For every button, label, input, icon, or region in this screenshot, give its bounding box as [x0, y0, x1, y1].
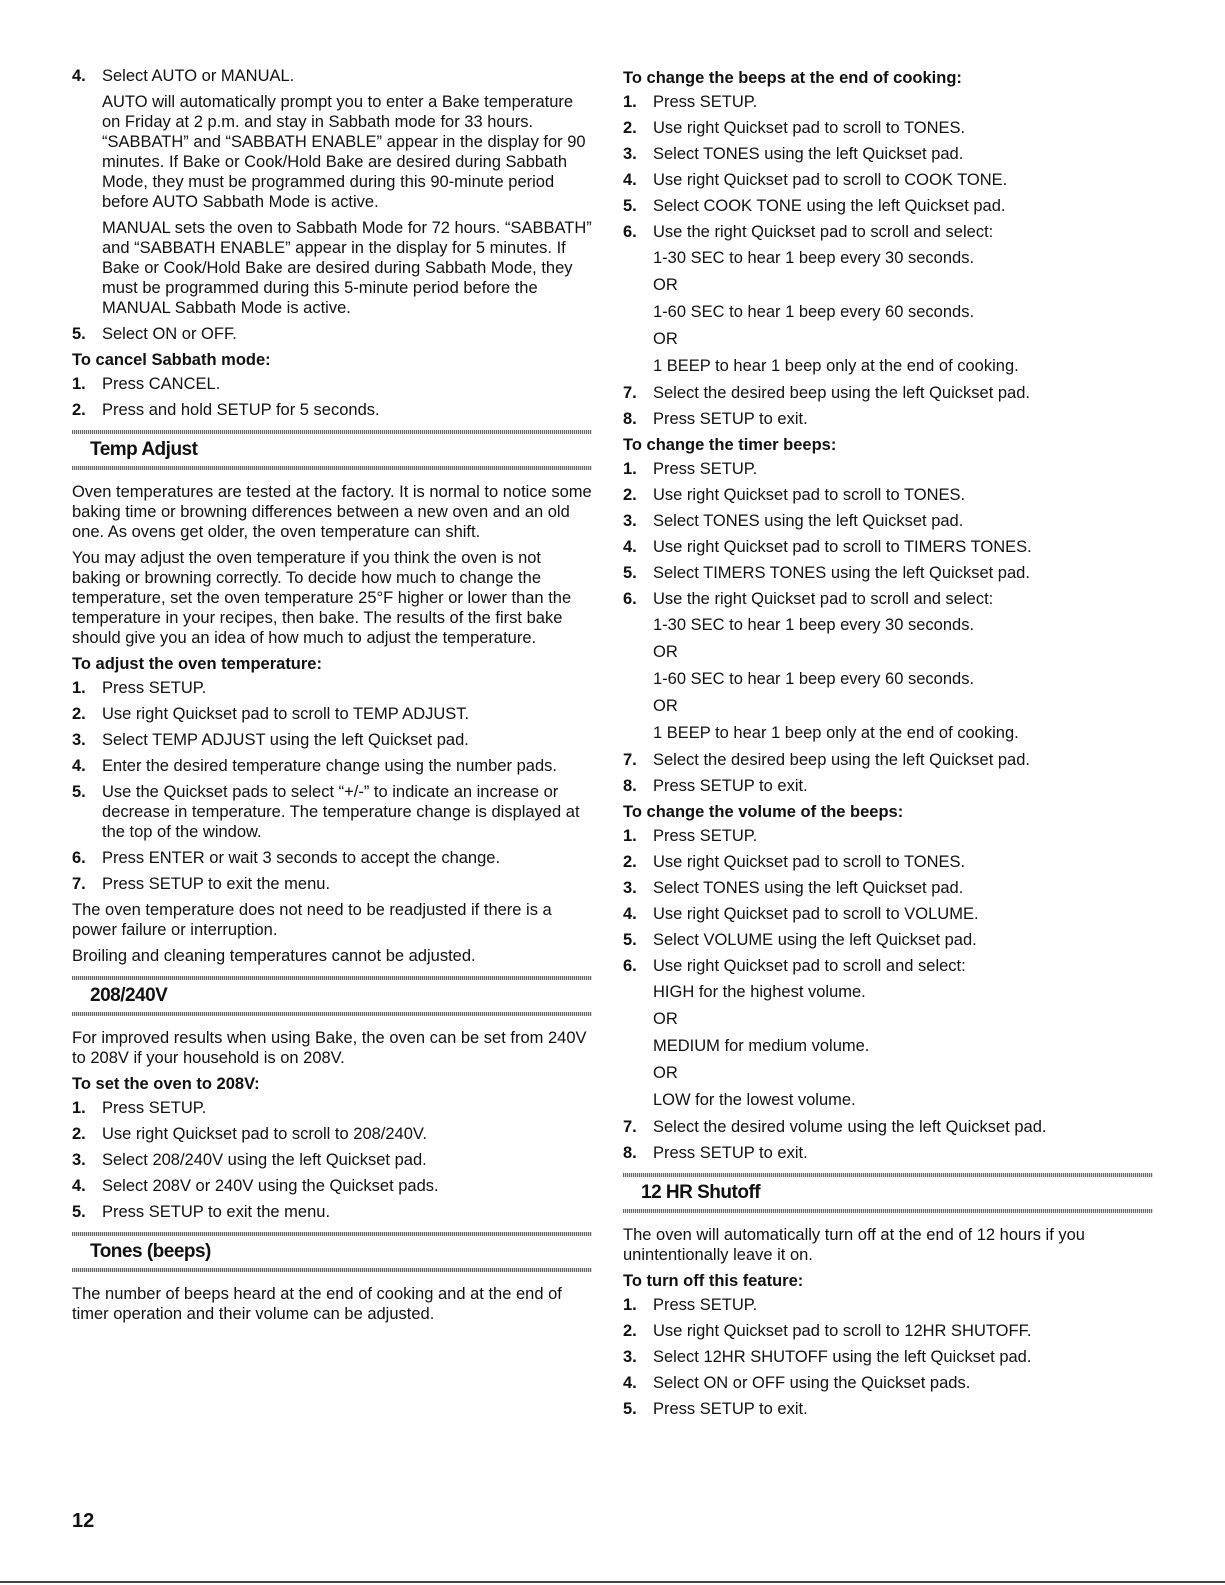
- step-number: 4.: [72, 757, 86, 775]
- step-item: [72, 874, 592, 894]
- step-item: [72, 1202, 592, 1222]
- step-text: Press SETUP to exit.: [653, 1400, 808, 1418]
- step-text: Use right Quickset pad to scroll to 208/240V.: [102, 1125, 427, 1143]
- step-item: [623, 1399, 1153, 1419]
- step-text: Press SETUP.: [102, 1099, 207, 1117]
- temp-adjust-paragraph-1: Oven temperatures are tested at the factory. It is normal to notice some baking time or browning differences between a new oven and an old one. As ovens get older, the oven temperature can shift.: [72, 483, 592, 541]
- section-title: 12 HR Shutoff: [641, 1182, 761, 1203]
- step-text: Press SETUP.: [102, 679, 207, 697]
- step-item: [623, 196, 1153, 216]
- option-line: OR: [653, 643, 678, 661]
- step-number: 2.: [623, 119, 637, 137]
- step-number: 4.: [623, 171, 637, 189]
- step-number: 8.: [623, 777, 637, 795]
- step-number: 4.: [72, 1177, 86, 1195]
- step-number: 2.: [623, 853, 637, 871]
- step-item: [623, 589, 1153, 609]
- v208-paragraph: For improved results when using Bake, the oven can be set from 240V to 208V if your household is on 208V.: [72, 1029, 587, 1067]
- step-text: Use the right Quickset pad to scroll and select:: [653, 223, 994, 241]
- step-number: 1.: [623, 827, 637, 845]
- section-title: Tones (beeps): [90, 1241, 211, 1262]
- step-text: Press ENTER or wait 3 seconds to accept the change.: [102, 849, 501, 867]
- step-number: 3.: [623, 879, 637, 897]
- step-item: [623, 459, 1153, 479]
- step-item: [623, 878, 1153, 898]
- cook-beeps-heading: To change the beeps at the end of cooking:: [623, 69, 962, 87]
- step-number: 3.: [623, 1348, 637, 1366]
- step-item: [623, 750, 1153, 770]
- volume-options: [623, 982, 1153, 1110]
- step-number: 5.: [623, 564, 637, 582]
- step-number: 3.: [623, 512, 637, 530]
- option-line: 1 BEEP to hear 1 beep only at the end of cooking.: [653, 724, 1019, 742]
- timer-beeps-heading: To change the timer beeps:: [623, 436, 837, 454]
- step-text: Use right Quickset pad to scroll to VOLUME.: [653, 905, 979, 923]
- step-text: Use right Quickset pad to scroll to TEMP ADJUST.: [102, 705, 470, 723]
- step-text: Use right Quickset pad to scroll to TONES.: [653, 486, 966, 504]
- tones-paragraph: The number of beeps heard at the end of cooking and at the end of timer operation and their volume can be adjusted.: [72, 1285, 562, 1323]
- step-item: [623, 511, 1153, 531]
- step-item: [623, 1117, 1153, 1137]
- step-number: 8.: [623, 1144, 637, 1162]
- step-item: [623, 930, 1153, 950]
- step-item: [72, 400, 592, 420]
- timer-beeps-steps-2: [623, 750, 1153, 796]
- option-line: 1-30 SEC to hear 1 beep every 30 seconds.: [653, 249, 975, 267]
- sabbath-steps: [72, 66, 592, 86]
- step-number: 8.: [623, 410, 637, 428]
- step-number: 2.: [72, 705, 86, 723]
- step-number: 1.: [623, 93, 637, 111]
- step-number: 5.: [623, 1400, 637, 1418]
- option-line: OR: [653, 330, 678, 348]
- step-number: 6.: [623, 590, 637, 608]
- step-number: 7.: [623, 751, 637, 769]
- step-item: [623, 1321, 1153, 1341]
- section-title: Temp Adjust: [90, 439, 198, 460]
- step-item: [623, 1295, 1153, 1315]
- step-text: Select the desired beep using the left Quickset pad.: [653, 751, 1030, 769]
- step-item: [72, 1098, 592, 1118]
- step-item: [72, 1124, 592, 1144]
- cancel-sabbath-steps: [72, 374, 592, 420]
- step-item: [623, 409, 1153, 429]
- step-number: 1.: [623, 460, 637, 478]
- step-text: Press and hold SETUP for 5 seconds.: [102, 401, 380, 419]
- step-text: Select ON or OFF using the Quickset pads.: [653, 1374, 971, 1392]
- volume-steps-2: [623, 1117, 1153, 1163]
- manual-description: MANUAL sets the oven to Sabbath Mode for 72 hours. “SABBATH” and “SABBATH ENABLE” appear in the display for 5 minutes. If Bake or Cook/Hold Bake are desired during Sabbath Mode, they must be programmed during this 5-minute period before the MANUAL Sabbath Mode is active.: [102, 219, 592, 317]
- step-number: 5.: [623, 931, 637, 949]
- step-text: Select TIMERS TONES using the left Quickset pad.: [653, 564, 1030, 582]
- temp-adjust-section-header: [72, 430, 592, 470]
- temp-adjust-paragraph-3: The oven temperature does not need to be readjusted if there is a power failure or interruption.: [72, 901, 552, 939]
- step-item: [623, 383, 1153, 403]
- option-line: 1-60 SEC to hear 1 beep every 60 seconds.: [653, 670, 975, 688]
- step-item: [623, 92, 1153, 112]
- step-item: [623, 485, 1153, 505]
- timer-beeps-steps: [623, 459, 1153, 609]
- step-item: [72, 66, 592, 86]
- sabbath-step-5: [72, 324, 592, 344]
- step-number: 2.: [623, 486, 637, 504]
- step-number: 7.: [623, 1118, 637, 1136]
- shutoff-paragraph: The oven will automatically turn off at the end of 12 hours if you unintentionally leave it on.: [623, 1226, 1085, 1264]
- step-text: Press SETUP to exit the menu.: [102, 1203, 331, 1221]
- step-text: Press SETUP to exit.: [653, 1144, 808, 1162]
- step-item: [623, 852, 1153, 872]
- option-line: MEDIUM for medium volume.: [653, 1037, 870, 1055]
- step-number: 5.: [72, 325, 86, 343]
- set-208v-steps: [72, 1098, 592, 1222]
- volume-heading: To change the volume of the beeps:: [623, 803, 904, 821]
- tones-section-header: [72, 1232, 592, 1272]
- step-item: [623, 1143, 1153, 1163]
- section-title: 208/240V: [90, 985, 168, 1006]
- v208-section-header: [72, 976, 592, 1016]
- step-number: 6.: [72, 849, 86, 867]
- option-line: OR: [653, 1010, 678, 1028]
- step-text: Select ON or OFF.: [102, 325, 237, 343]
- step-text: Press SETUP.: [653, 1296, 758, 1314]
- step-text: Select AUTO or MANUAL.: [102, 67, 295, 85]
- timer-beeps-options: [623, 615, 1153, 743]
- step-item: [72, 756, 592, 776]
- left-column: [72, 66, 592, 1330]
- step-number: 3.: [72, 731, 86, 749]
- step-item: [72, 1176, 592, 1196]
- step-number: 1.: [623, 1296, 637, 1314]
- step-text: Select VOLUME using the left Quickset pad.: [653, 931, 977, 949]
- step-item: [623, 144, 1153, 164]
- step-number: 4.: [623, 905, 637, 923]
- adjust-temp-heading: To adjust the oven temperature:: [72, 655, 322, 673]
- cook-beeps-steps: [623, 92, 1153, 242]
- step-item: [623, 904, 1153, 924]
- step-number: 5.: [72, 783, 86, 801]
- step-text: Select 12HR SHUTOFF using the left Quickset pad.: [653, 1348, 1032, 1366]
- step-number: 5.: [72, 1203, 86, 1221]
- step-number: 2.: [623, 1322, 637, 1340]
- step-text: Select 208/240V using the left Quickset pad.: [102, 1151, 427, 1169]
- step-number: 2.: [72, 1125, 86, 1143]
- step-text: Use right Quickset pad to scroll to COOK TONE.: [653, 171, 1008, 189]
- option-line: HIGH for the highest volume.: [653, 983, 866, 1001]
- adjust-temp-steps: [72, 678, 592, 894]
- step-number: 3.: [623, 145, 637, 163]
- step-text: Select COOK TONE using the left Quickset pad.: [653, 197, 1006, 215]
- option-line: 1-60 SEC to hear 1 beep every 60 seconds.: [653, 303, 975, 321]
- right-column: [623, 66, 1153, 1425]
- step-text: Select TONES using the left Quickset pad.: [653, 145, 964, 163]
- step-item: [623, 826, 1153, 846]
- step-item: [72, 730, 592, 750]
- temp-adjust-paragraph-4: Broiling and cleaning temperatures cannot be adjusted.: [72, 947, 476, 965]
- step-text: Select TEMP ADJUST using the left Quickset pad.: [102, 731, 469, 749]
- step-number: 6.: [623, 223, 637, 241]
- step-item: [72, 704, 592, 724]
- step-text: Press SETUP.: [653, 827, 758, 845]
- step-number: 7.: [72, 875, 86, 893]
- step-text: Use right Quickset pad to scroll to 12HR SHUTOFF.: [653, 1322, 1032, 1340]
- page-number: 12: [72, 1510, 95, 1532]
- step-item: [72, 374, 592, 394]
- step-number: 6.: [623, 957, 637, 975]
- step-item: [623, 956, 1153, 976]
- step-text: Press SETUP to exit.: [653, 777, 808, 795]
- step-item: [623, 1373, 1153, 1393]
- page-bottom-rule: [0, 1581, 1225, 1583]
- step-item: [623, 563, 1153, 583]
- step-text: Select TONES using the left Quickset pad.: [653, 879, 964, 897]
- volume-steps: [623, 826, 1153, 976]
- shutoff-section-header: [623, 1173, 1153, 1213]
- step-text: Press SETUP.: [653, 460, 758, 478]
- step-text: Use right Quickset pad to scroll to TONES.: [653, 853, 966, 871]
- step-number: 7.: [623, 384, 637, 402]
- step-text: Use right Quickset pad to scroll and select:: [653, 957, 966, 975]
- step-number: 1.: [72, 375, 86, 393]
- option-line: OR: [653, 1064, 678, 1082]
- step-text: Press SETUP to exit the menu.: [102, 875, 331, 893]
- step-number: 5.: [623, 197, 637, 215]
- step-item: [623, 1347, 1153, 1367]
- step-text: Select the desired volume using the left Quickset pad.: [653, 1118, 1047, 1136]
- step-item: [72, 782, 592, 842]
- step-text: Use the Quickset pads to select “+/-” to indicate an increase or decrease in temperature. The temperature change is displayed at the top of the window.: [102, 783, 580, 841]
- auto-description: AUTO will automatically prompt you to enter a Bake temperature on Friday at 2 p.m. and stay in Sabbath mode for 33 hours. “SABBATH” and “SABBATH ENABLE” appear in the display for 90 minutes. If Bake or Cook/Hold Bake are desired during Sabbath Mode, they must be programmed during this 90-minute period before AUTO Sabbath Mode is active.: [102, 93, 586, 211]
- step-text: Select the desired beep using the left Quickset pad.: [653, 384, 1030, 402]
- step-item: [623, 170, 1153, 190]
- step-text: Press SETUP.: [653, 93, 758, 111]
- step-text: Use the right Quickset pad to scroll and select:: [653, 590, 994, 608]
- step-number: 2.: [72, 401, 86, 419]
- step-item: [72, 1150, 592, 1170]
- temp-adjust-paragraph-2: You may adjust the oven temperature if you think the oven is not baking or browning correctly. To decide how much to change the temperature, set the oven temperature 25°F higher or lower than the temperature in your recipes, then bake. The results of the first bake should give you an idea of how much to adjust the temperature.: [72, 549, 572, 647]
- option-line: OR: [653, 697, 678, 715]
- option-line: 1 BEEP to hear 1 beep only at the end of cooking.: [653, 357, 1019, 375]
- cook-beeps-options: [623, 248, 1153, 376]
- step-number: 1.: [72, 1099, 86, 1117]
- set-208v-heading: To set the oven to 208V:: [72, 1075, 260, 1093]
- step-text: Enter the desired temperature change using the number pads.: [102, 757, 557, 775]
- step-text: Select TONES using the left Quickset pad.: [653, 512, 964, 530]
- option-line: LOW for the lowest volume.: [653, 1091, 856, 1109]
- step-text: Select 208V or 240V using the Quickset pads.: [102, 1177, 439, 1195]
- step-number: 1.: [72, 679, 86, 697]
- step-text: Use right Quickset pad to scroll to TIMERS TONES.: [653, 538, 1032, 556]
- step-number: 3.: [72, 1151, 86, 1169]
- option-line: 1-30 SEC to hear 1 beep every 30 seconds.: [653, 616, 975, 634]
- turn-off-steps: [623, 1295, 1153, 1419]
- step-item: [623, 537, 1153, 557]
- sabbath-descriptions: [102, 92, 592, 318]
- step-text: Press CANCEL.: [102, 375, 221, 393]
- step-text: Use right Quickset pad to scroll to TONES.: [653, 119, 966, 137]
- step-item: [623, 118, 1153, 138]
- cook-beeps-steps-2: [623, 383, 1153, 429]
- cancel-sabbath-heading: To cancel Sabbath mode:: [72, 351, 271, 369]
- step-number: 4.: [623, 538, 637, 556]
- step-item: [623, 776, 1153, 796]
- step-number: 4.: [623, 1374, 637, 1392]
- option-line: OR: [653, 276, 678, 294]
- step-item: [72, 848, 592, 868]
- turn-off-heading: To turn off this feature:: [623, 1272, 804, 1290]
- step-number: 4.: [72, 67, 86, 85]
- step-text: Press SETUP to exit.: [653, 410, 808, 428]
- step-item: [623, 222, 1153, 242]
- step-item: [72, 678, 592, 698]
